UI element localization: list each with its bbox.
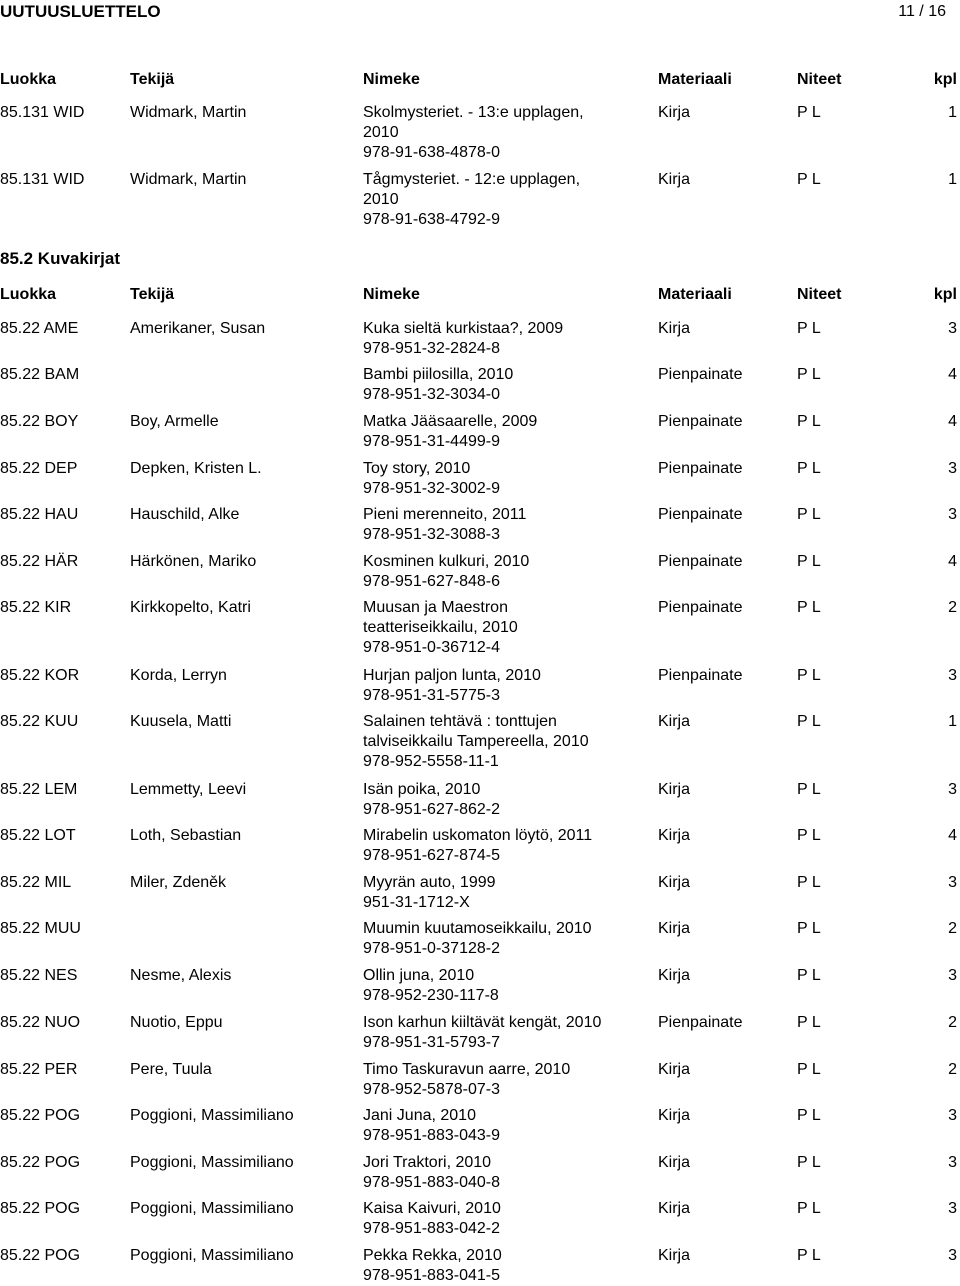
- page-header: [0, 0, 960, 24]
- material-type: Kirja: [658, 827, 691, 844]
- material-type: Kirja: [658, 104, 691, 121]
- isbn: 978-952-5878-07-3: [363, 1081, 500, 1098]
- author: Nesme, Alexis: [130, 967, 232, 984]
- author: Miler, Zdeněk: [130, 874, 227, 891]
- title-line: Ollin juna, 2010: [363, 967, 475, 984]
- material-type: Kirja: [658, 171, 691, 188]
- material-type: Kirja: [658, 1107, 691, 1124]
- title-block: [363, 666, 541, 706]
- title-block: [363, 598, 518, 658]
- column-header-row: [0, 285, 960, 305]
- copies-location: P L: [797, 413, 821, 430]
- call-number: 85.22 POG: [0, 1154, 81, 1171]
- title-block: [363, 712, 589, 772]
- copies-location: P L: [797, 171, 821, 188]
- page-number: 11 / 16: [898, 3, 946, 20]
- section-heading: 85.2 Kuvakirjat: [0, 249, 121, 268]
- material-type: Pienpainate: [658, 667, 743, 684]
- isbn: 978-951-627-874-5: [363, 847, 500, 864]
- column-header-materiaali: Materiaali: [658, 286, 732, 303]
- column-header-luokka: Luokka: [0, 286, 57, 303]
- title-block: [363, 1153, 500, 1193]
- copy-count: 1: [948, 171, 957, 188]
- title-line: Myyrän auto, 1999: [363, 874, 496, 891]
- author: Widmark, Martin: [130, 171, 247, 188]
- title-line: Isän poika, 2010: [363, 781, 481, 798]
- column-header-luokka: Luokka: [0, 71, 57, 88]
- column-header-kpl: kpl: [933, 71, 957, 88]
- author: Lemmetty, Leevi: [130, 781, 247, 798]
- copies-location: P L: [797, 1200, 821, 1217]
- title-block: [363, 919, 592, 959]
- call-number: 85.22 AME: [0, 320, 79, 337]
- title-line: Toy story, 2010: [363, 460, 471, 477]
- column-header-niteet: Niteet: [797, 286, 842, 303]
- column-header-row: [0, 70, 960, 90]
- material-type: Kirja: [658, 1061, 691, 1078]
- copies-location: P L: [797, 1107, 821, 1124]
- copy-count: 3: [948, 1200, 957, 1217]
- call-number: 85.22 PER: [0, 1061, 78, 1078]
- isbn: 978-951-31-5793-7: [363, 1034, 500, 1051]
- material-type: Pienpainate: [658, 599, 743, 616]
- call-number: 85.22 MUU: [0, 920, 81, 937]
- title-block: [363, 319, 563, 359]
- copies-location: P L: [797, 874, 821, 891]
- title-line: teatteriseikkailu, 2010: [363, 619, 518, 636]
- title-block: [363, 103, 584, 163]
- material-type: Kirja: [658, 713, 691, 730]
- material-type: Pienpainate: [658, 460, 743, 477]
- title-line: Ison karhun kiiltävät kengät, 2010: [363, 1014, 602, 1031]
- copy-count: 3: [948, 506, 957, 523]
- title-block: [363, 552, 529, 592]
- copy-count: 3: [948, 460, 957, 477]
- material-type: Kirja: [658, 1154, 691, 1171]
- title-block: [363, 459, 500, 499]
- isbn: 978-951-32-3002-9: [363, 480, 500, 497]
- copies-location: P L: [797, 506, 821, 523]
- title-line: 2010: [363, 124, 399, 141]
- author: Härkönen, Mariko: [130, 553, 257, 570]
- title-line: talviseikkailu Tampereella, 2010: [363, 733, 589, 750]
- author: Widmark, Martin: [130, 104, 247, 121]
- title-block: [363, 826, 592, 866]
- call-number: 85.131 WID: [0, 104, 85, 121]
- author: Hauschild, Alke: [130, 506, 240, 523]
- copies-location: P L: [797, 1014, 821, 1031]
- material-type: Kirja: [658, 874, 691, 891]
- author: Kuusela, Matti: [130, 713, 232, 730]
- call-number: 85.22 BAM: [0, 366, 80, 383]
- title-line: Kuka sieltä kurkistaa?, 2009: [363, 320, 564, 337]
- material-type: Pienpainate: [658, 413, 743, 430]
- title-block: [363, 365, 513, 405]
- title-line: Pekka Rekka, 2010: [363, 1247, 502, 1264]
- column-header-nimeke: Nimeke: [363, 286, 420, 303]
- author: Nuotio, Eppu: [130, 1014, 223, 1031]
- copies-location: P L: [797, 1154, 821, 1171]
- copies-location: P L: [797, 667, 821, 684]
- call-number: 85.22 MIL: [0, 874, 72, 891]
- author: Poggioni, Massimiliano: [130, 1107, 294, 1124]
- column-header-nimeke: Nimeke: [363, 71, 420, 88]
- title-block: [363, 966, 499, 1006]
- copy-count: 2: [948, 1061, 957, 1078]
- title-block: [363, 1060, 570, 1100]
- isbn: 978-951-627-862-2: [363, 801, 500, 818]
- title-line: Muumin kuutamoseikkailu, 2010: [363, 920, 592, 937]
- column-header-niteet: Niteet: [797, 71, 842, 88]
- author: Loth, Sebastian: [130, 827, 242, 844]
- material-type: Kirja: [658, 967, 691, 984]
- copy-count: 3: [948, 667, 957, 684]
- copy-count: 3: [948, 1154, 957, 1171]
- call-number: 85.22 KIR: [0, 599, 72, 616]
- copy-count: 2: [948, 599, 957, 616]
- title-block: [363, 1106, 500, 1146]
- copies-location: P L: [797, 460, 821, 477]
- copies-location: P L: [797, 1061, 821, 1078]
- copy-count: 3: [948, 874, 957, 891]
- isbn: 978-951-31-4499-9: [363, 433, 500, 450]
- title-line: 2010: [363, 191, 399, 208]
- title-block: [363, 1199, 501, 1239]
- title-line: Kosminen kulkuri, 2010: [363, 553, 530, 570]
- title-line: Bambi piilosilla, 2010: [363, 366, 514, 383]
- copy-count: 2: [948, 1014, 957, 1031]
- title-block: [363, 412, 537, 452]
- title-block: [363, 170, 580, 230]
- title-line: Kaisa Kaivuri, 2010: [363, 1200, 501, 1217]
- isbn: 978-951-627-848-6: [363, 573, 500, 590]
- isbn: 951-31-1712-X: [363, 894, 470, 911]
- material-type: Pienpainate: [658, 506, 743, 523]
- isbn: 978-952-5558-11-1: [363, 753, 499, 770]
- copy-count: 4: [948, 827, 957, 844]
- copy-count: 4: [948, 553, 957, 570]
- copies-location: P L: [797, 967, 821, 984]
- document-title: UUTUUSLUETTELO: [0, 2, 161, 21]
- author: Amerikaner, Susan: [130, 320, 266, 337]
- author: Kirkkopelto, Katri: [130, 599, 251, 616]
- author: Pere, Tuula: [130, 1061, 212, 1078]
- copies-location: P L: [797, 1247, 821, 1264]
- call-number: 85.22 DEP: [0, 460, 78, 477]
- isbn: 978-91-638-4878-0: [363, 144, 500, 161]
- call-number: 85.22 LEM: [0, 781, 78, 798]
- title-line: Hurjan paljon lunta, 2010: [363, 667, 541, 684]
- column-header-materiaali: Materiaali: [658, 71, 732, 88]
- call-number: 85.131 WID: [0, 171, 85, 188]
- call-number: 85.22 KOR: [0, 667, 80, 684]
- title-block: [363, 1246, 502, 1286]
- copies-location: P L: [797, 366, 821, 383]
- copies-location: P L: [797, 781, 821, 798]
- copies-location: P L: [797, 320, 821, 337]
- title-line: Jani Juna, 2010: [363, 1107, 476, 1124]
- title-line: Tågmysteriet. - 12:e upplagen,: [363, 171, 581, 188]
- title-line: Matka Jääsaarelle, 2009: [363, 413, 538, 430]
- isbn: 978-951-883-043-9: [363, 1127, 500, 1144]
- isbn: 978-951-883-040-8: [363, 1174, 500, 1191]
- copy-count: 4: [948, 366, 957, 383]
- author: Depken, Kristen L.: [130, 460, 262, 477]
- column-header-tekija: Tekijä: [130, 71, 175, 88]
- isbn: 978-91-638-4792-9: [363, 211, 500, 228]
- call-number: 85.22 HÄR: [0, 553, 79, 570]
- material-type: Kirja: [658, 320, 691, 337]
- isbn: 978-951-0-36712-4: [363, 639, 500, 656]
- copy-count: 3: [948, 1247, 957, 1264]
- copy-count: 4: [948, 413, 957, 430]
- call-number: 85.22 BOY: [0, 413, 79, 430]
- material-type: Kirja: [658, 920, 691, 937]
- isbn: 978-952-230-117-8: [363, 987, 499, 1004]
- title-block: [363, 505, 526, 545]
- copies-location: P L: [797, 713, 821, 730]
- column-header-kpl: kpl: [933, 286, 957, 303]
- copy-count: 3: [948, 781, 957, 798]
- title-line: Timo Taskuravun aarre, 2010: [363, 1061, 571, 1078]
- material-type: Kirja: [658, 1200, 691, 1217]
- copy-count: 3: [948, 320, 957, 337]
- title-line: Muusan ja Maestron: [363, 599, 508, 616]
- copies-location: P L: [797, 553, 821, 570]
- copies-location: P L: [797, 104, 821, 121]
- material-type: Kirja: [658, 781, 691, 798]
- title-block: [363, 873, 496, 913]
- title-block: [363, 1013, 601, 1053]
- title-block: [363, 780, 500, 820]
- call-number: 85.22 POG: [0, 1107, 81, 1124]
- title-line: Pieni merenneito, 2011: [363, 506, 527, 523]
- isbn: 978-951-32-3088-3: [363, 526, 500, 543]
- isbn: 978-951-31-5775-3: [363, 687, 500, 704]
- column-header-tekija: Tekijä: [130, 286, 175, 303]
- material-type: Pienpainate: [658, 553, 743, 570]
- isbn: 978-951-883-042-2: [363, 1220, 500, 1237]
- copy-count: 1: [948, 104, 957, 121]
- material-type: Pienpainate: [658, 1014, 743, 1031]
- call-number: 85.22 LOT: [0, 827, 76, 844]
- isbn: 978-951-0-37128-2: [363, 940, 500, 957]
- isbn: 978-951-32-3034-0: [363, 386, 500, 403]
- call-number: 85.22 KUU: [0, 713, 79, 730]
- material-type: Pienpainate: [658, 366, 743, 383]
- author: Poggioni, Massimiliano: [130, 1247, 294, 1264]
- copy-count: 1: [948, 713, 957, 730]
- copies-location: P L: [797, 920, 821, 937]
- copy-count: 2: [948, 920, 957, 937]
- title-line: Jori Traktori, 2010: [363, 1154, 492, 1171]
- title-line: Skolmysteriet. - 13:e upplagen,: [363, 104, 584, 121]
- author: Poggioni, Massimiliano: [130, 1200, 294, 1217]
- author: Poggioni, Massimiliano: [130, 1154, 294, 1171]
- call-number: 85.22 POG: [0, 1200, 81, 1217]
- material-type: Kirja: [658, 1247, 691, 1264]
- call-number: 85.22 NUO: [0, 1014, 81, 1031]
- title-line: Salainen tehtävä : tonttujen: [363, 713, 557, 730]
- title-line: Mirabelin uskomaton löytö, 2011: [363, 827, 593, 844]
- isbn: 978-951-883-041-5: [363, 1267, 500, 1284]
- copies-location: P L: [797, 599, 821, 616]
- copy-count: 3: [948, 967, 957, 984]
- call-number: 85.22 POG: [0, 1247, 81, 1264]
- copies-location: P L: [797, 827, 821, 844]
- call-number: 85.22 NES: [0, 967, 78, 984]
- author: Boy, Armelle: [130, 413, 219, 430]
- author: Korda, Lerryn: [130, 667, 227, 684]
- copy-count: 3: [948, 1107, 957, 1124]
- call-number: 85.22 HAU: [0, 506, 79, 523]
- isbn: 978-951-32-2824-8: [363, 340, 500, 357]
